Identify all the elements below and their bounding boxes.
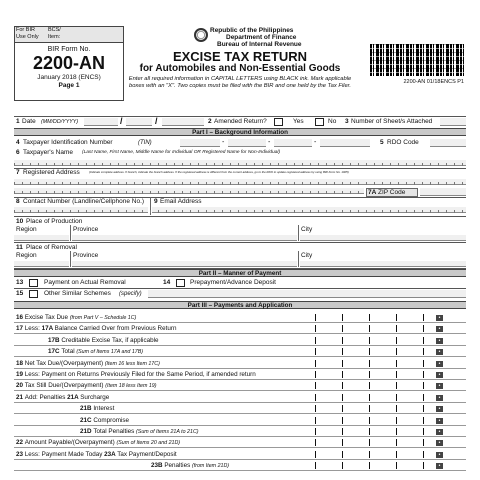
digit-separator: [396, 382, 397, 389]
digit-separator: [315, 405, 316, 412]
payment-row-label: [16, 372, 256, 378]
digit-separator: [369, 462, 370, 469]
payment-row-17c: [14, 346, 466, 357]
payment-actual-removal-label: Payment on Actual Removal: [44, 279, 126, 286]
rdo-label: RDO Code: [387, 139, 419, 146]
zip-field[interactable]: [420, 188, 466, 196]
payment-row-hint: (from Part V – Schedule 1C): [69, 315, 137, 321]
use-only-label: Use Only: [16, 34, 39, 40]
email-label: Email Address: [160, 198, 202, 205]
form-date: January 2018 (ENCS): [37, 74, 101, 81]
payment-row-number: 23B: [151, 462, 165, 469]
decimal-point-icon: •: [436, 452, 443, 458]
item-1-number: 1: [16, 118, 20, 125]
payment-row-21c: [14, 415, 466, 426]
payment-row-number: 16: [16, 314, 25, 321]
digit-separator: [396, 360, 397, 367]
payment-row-17: [14, 323, 466, 334]
digit-separator: [342, 348, 343, 355]
payment-row-17b: [14, 335, 466, 346]
digit-separator: [423, 325, 424, 332]
payment-row-text: Interest: [93, 405, 115, 412]
production-region-field[interactable]: [14, 235, 69, 241]
item-7-number: 7: [16, 169, 20, 176]
decimal-point-icon: •: [436, 463, 443, 469]
tin-label: Taxpayer Identification Number: [23, 139, 113, 146]
digit-separator: [396, 405, 397, 412]
prepayment-label: Prepayment/Advance Deposit: [190, 279, 276, 286]
payment-row-21: [14, 392, 466, 403]
payment-row-21d: [14, 426, 466, 437]
digit-separator: [342, 405, 343, 412]
decimal-point-icon: •: [436, 429, 443, 435]
digit-separator: [315, 337, 316, 344]
date-hint: (MM/DD/YYYY): [41, 119, 79, 125]
payment-row-text: Creditable Excise Tax, if applicable: [61, 337, 159, 344]
item-8-number: 8: [16, 198, 20, 205]
amended-no-label: No: [328, 118, 337, 125]
tin-field-4[interactable]: [320, 139, 370, 147]
part-2-title: Part II – Manner of Payment: [198, 270, 282, 277]
digit-separator: [369, 451, 370, 458]
payment-row-label: [48, 338, 159, 344]
amount-field-22[interactable]: [300, 438, 466, 447]
digit-separator: [369, 360, 370, 367]
digit-separator: [369, 325, 370, 332]
decimal-point-icon: •: [436, 326, 443, 332]
amount-field-17b[interactable]: [300, 336, 466, 345]
payment-row-text: Penalties: [164, 462, 192, 469]
decimal-point-icon: •: [436, 418, 443, 424]
date-label: Date: [22, 118, 36, 125]
amount-field-19[interactable]: [300, 370, 466, 379]
item-10-number: 10: [16, 218, 24, 225]
digit-separator: [369, 405, 370, 412]
amount-field-21c[interactable]: [300, 416, 466, 425]
date-separator-icon: /: [155, 116, 158, 126]
tin-field-1[interactable]: [180, 139, 220, 147]
digit-separator: [315, 371, 316, 378]
tin-hint: (TIN): [138, 140, 152, 146]
relief-section: [14, 248, 466, 268]
production-region-label: Region: [16, 226, 37, 233]
digit-separator: [369, 417, 370, 424]
item-7a-number: 7A: [368, 189, 377, 196]
bureau-label: Bureau of Internal Revenue: [217, 41, 302, 48]
date-separator-icon: /: [120, 116, 123, 126]
form-no-label: BIR Form No.: [47, 46, 91, 53]
payment-row-number: 21C: [80, 417, 94, 424]
digit-separator: [342, 314, 343, 321]
digit-separator: [396, 462, 397, 469]
decimal-point-icon: •: [436, 406, 443, 412]
payment-row-number: 19: [16, 371, 25, 378]
item-3-number: 3: [345, 118, 349, 125]
decimal-point-icon: •: [436, 383, 443, 389]
digit-separator: [369, 314, 370, 321]
payment-row-number: 21D: [80, 428, 94, 435]
payment-row-hint: (Sum of Items 17A and 17B): [76, 349, 144, 355]
tin-dash: -: [268, 139, 271, 146]
part-1-header: [14, 128, 466, 136]
digit-separator: [396, 337, 397, 344]
payment-row-label: [151, 463, 229, 469]
instructions-line-1: Enter all required information in CAPITAL LETTERS using BLACK ink. Mark applicable: [128, 76, 352, 82]
zip-label: ZIP Code: [378, 189, 406, 196]
other-schemes-hint: (specify): [119, 291, 142, 297]
taxpayer-name-hint: (Last Name, First Name, Middle Name for Individual OR Registered Name for Non-Individual): [82, 150, 281, 155]
payment-row-text: Less:: [24, 325, 42, 332]
part-3-title: Part III – Payments and Application: [187, 302, 293, 309]
payment-row-20: [14, 380, 466, 391]
payment-row-label: [16, 395, 109, 401]
digit-separator: [423, 439, 424, 446]
decimal-point-icon: •: [436, 315, 443, 321]
republic-label: Republic of the Philippines: [210, 27, 294, 34]
header-section: [14, 26, 466, 120]
digit-separator: [369, 348, 370, 355]
decimal-point-icon: •: [436, 440, 443, 446]
department-label: Department of Finance: [226, 34, 297, 41]
amount-field-17c[interactable]: [300, 347, 466, 356]
digit-separator: [396, 348, 397, 355]
amended-no-checkbox[interactable]: [315, 118, 324, 126]
date-day-field[interactable]: [126, 118, 152, 126]
payment-row-text: Total: [61, 348, 77, 355]
digit-separator: [315, 325, 316, 332]
digit-separator: [423, 382, 424, 389]
payment-row-text: Add: Penalties: [24, 394, 68, 401]
decimal-point-icon: •: [436, 338, 443, 344]
form-subtitle: for Automobiles and Non-Essential Goods: [139, 63, 341, 74]
payment-row-label: [16, 315, 136, 321]
amended-yes-label: Yes: [293, 118, 304, 125]
prepayment-checkbox[interactable]: [176, 279, 185, 287]
digit-separator: [342, 394, 343, 401]
digit-separator: [396, 325, 397, 332]
bcs-label: BCS/: [48, 27, 61, 33]
amended-label: Amended Return?: [214, 118, 267, 125]
payment-row-number: 23: [16, 451, 25, 458]
digit-separator: [423, 371, 424, 378]
payment-row-text: Amount Payable/(Overpayment): [24, 439, 117, 446]
production-city-label: City: [301, 226, 313, 233]
digit-separator: [315, 439, 316, 446]
production-province-field[interactable]: [72, 235, 297, 241]
digit-separator: [315, 462, 316, 469]
payment-row-number: 21B: [80, 405, 94, 412]
digit-separator: [315, 382, 316, 389]
payment-row-23b: [14, 460, 466, 471]
payment-row-21b: [14, 403, 466, 414]
digit-separator: [342, 417, 343, 424]
digit-separator: [315, 428, 316, 435]
item-14-number: 14: [163, 279, 171, 286]
item-9-number: 9: [154, 198, 158, 205]
digit-separator: [342, 382, 343, 389]
bir-seal-icon: [194, 28, 208, 42]
removal-region-label: Region: [16, 252, 37, 259]
part-2-header-bar: [14, 269, 466, 277]
tin-field-3[interactable]: [274, 139, 312, 147]
payment-subrow-text: Balance Carried Over from Previous Return: [54, 325, 177, 332]
production-city-field[interactable]: [300, 235, 466, 241]
payment-row-number: 17: [16, 325, 25, 332]
digit-separator: [396, 451, 397, 458]
form-title: EXCISE TAX RETURN: [172, 49, 308, 64]
digit-separator: [342, 451, 343, 458]
digit-separator: [342, 337, 343, 344]
decimal-point-icon: •: [436, 372, 443, 378]
digit-separator: [423, 360, 424, 367]
sheets-field[interactable]: [440, 118, 466, 126]
digit-separator: [423, 417, 424, 424]
payment-actual-removal-checkbox[interactable]: [29, 279, 38, 287]
amount-field-20[interactable]: [300, 381, 466, 390]
page-number: Page 1: [58, 82, 80, 89]
digit-separator: [342, 428, 343, 435]
payment-row-number: 18: [16, 360, 25, 367]
digit-separator: [423, 394, 424, 401]
digit-separator: [342, 325, 343, 332]
payment-row-23: [14, 449, 466, 460]
payment-row-text: Net Tax Due/(Overpayment): [24, 360, 105, 367]
payment-subrow-number: 17A: [41, 325, 55, 332]
amount-field-18[interactable]: [300, 359, 466, 368]
date-month-field[interactable]: [84, 118, 118, 126]
payment-row-hint: (Item 16 less Item 17C): [104, 361, 160, 367]
item-label: Item:: [48, 34, 61, 40]
production-province-label: Province: [73, 226, 99, 233]
removal-province-label: Province: [73, 252, 99, 259]
part-3-header: [14, 301, 466, 309]
for-bir-label: For BIR: [16, 27, 35, 33]
payment-row-number: 21: [16, 394, 25, 401]
payment-row-hint: (Item 18 less Item 19): [105, 383, 157, 389]
item-4-number: 4: [16, 139, 20, 146]
digit-separator: [423, 428, 424, 435]
removal-label: Place of Removal: [26, 244, 77, 251]
decimal-point-icon: •: [436, 349, 443, 355]
item-13-number: 13: [16, 279, 24, 286]
tin-field-2[interactable]: [228, 139, 266, 147]
payment-row-number: 22: [16, 439, 25, 446]
decimal-point-icon: •: [436, 361, 443, 367]
taxpayer-name-label: Taxpayer's Name: [23, 149, 74, 156]
payment-row-number: 17B: [48, 337, 62, 344]
digit-separator: [369, 337, 370, 344]
payment-row-19: [14, 369, 466, 380]
digit-separator: [423, 314, 424, 321]
payment-row-label: [48, 349, 143, 355]
decimal-point-icon: •: [436, 395, 443, 401]
amount-field-17[interactable]: [300, 324, 466, 333]
payment-row-label: [16, 326, 176, 332]
item-6-number: 6: [16, 149, 20, 156]
removal-city-label: City: [301, 252, 313, 259]
digit-separator: [396, 439, 397, 446]
payment-row-label: [80, 406, 114, 412]
rdo-field[interactable]: [430, 139, 466, 147]
digit-separator: [342, 462, 343, 469]
digit-separator: [423, 348, 424, 355]
digit-separator: [369, 428, 370, 435]
payment-subrow-text: Surcharge: [80, 394, 110, 401]
digit-separator: [423, 462, 424, 469]
digit-separator: [396, 371, 397, 378]
date-year-field[interactable]: [162, 118, 204, 126]
payment-row-label: [16, 383, 157, 389]
production-label: Place of Production: [26, 218, 83, 225]
contact-label: Contact Number (Landline/Cellphone No.): [23, 198, 145, 205]
form-code: 2200-AN: [32, 53, 106, 73]
amount-field-21[interactable]: [300, 393, 466, 402]
item-11-number: 11: [16, 244, 23, 251]
payment-subrow-number: 21A: [67, 394, 81, 401]
payment-row-text: Tax Still Due/(Overpayment): [24, 382, 106, 389]
part-1-title: Part I – Background Information: [192, 129, 288, 136]
digit-separator: [396, 417, 397, 424]
digit-separator: [315, 394, 316, 401]
tin-dash: -: [314, 139, 317, 146]
payment-row-number: 17C: [48, 348, 62, 355]
payment-row-16: [14, 312, 466, 323]
payment-row-text: Compromise: [93, 417, 130, 424]
amount-field-23[interactable]: [300, 450, 466, 459]
payment-row-number: 20: [16, 382, 25, 389]
barcode-noise: [370, 44, 464, 76]
digit-separator: [369, 371, 370, 378]
item-2-number: 2: [208, 118, 212, 125]
sheets-label: Number of Sheet/s Attached: [351, 118, 433, 125]
payment-row-text: Excise Tax Due: [24, 314, 70, 321]
digit-separator: [315, 360, 316, 367]
digit-separator: [396, 314, 397, 321]
other-schemes-label: Other Similar Schemes: [44, 290, 111, 297]
payment-row-label: [80, 429, 199, 435]
digit-separator: [423, 337, 424, 344]
amount-field-21b[interactable]: [300, 404, 466, 413]
digit-separator: [342, 371, 343, 378]
digit-separator: [396, 394, 397, 401]
address-label: Registered Address: [23, 169, 80, 176]
payment-subrow-number: 23A: [104, 451, 118, 458]
payment-row-hint: (from Item 21D): [191, 463, 230, 469]
instructions-line-2: boxes with an "X". Two copies must be filed with the BIR and one held by the Tax Filer.: [128, 83, 352, 89]
payment-row-text: Less: Payment on Returns Previously Filed for the Same Period, if amended return: [24, 371, 256, 378]
digit-separator: [315, 417, 316, 424]
payment-row-label: [80, 418, 129, 424]
other-schemes-checkbox[interactable]: [29, 290, 38, 298]
digit-separator: [342, 439, 343, 446]
payment-subrow-text: Tax Payment/Deposit: [117, 451, 177, 458]
digit-separator: [369, 439, 370, 446]
amount-field-21d[interactable]: [300, 427, 466, 436]
payment-row-18: [14, 358, 466, 369]
digit-separator: [423, 405, 424, 412]
amount-field-23b[interactable]: [300, 461, 466, 470]
digit-separator: [342, 360, 343, 367]
digit-separator: [369, 394, 370, 401]
amended-yes-checkbox[interactable]: [274, 118, 283, 126]
payment-row-hint: (Sum of Items 21A to 21C): [136, 429, 199, 435]
payment-row-label: [16, 361, 160, 367]
digit-separator: [315, 348, 316, 355]
digit-separator: [315, 314, 316, 321]
digit-separator: [315, 451, 316, 458]
other-schemes-field[interactable]: [148, 290, 466, 298]
payment-row-label: [16, 452, 177, 458]
item-15-number: 15: [16, 290, 24, 297]
digit-separator: [369, 382, 370, 389]
address-hint: (Indicate complete address. If branch, indicate the branch address. If the registered address is different from the current address, go to the RDO to update registered address by using BIR Form No. 1905): [89, 170, 349, 174]
tin-dash: -: [222, 139, 225, 146]
payment-row-hint: (Sum of Items 20 and 21D): [116, 440, 181, 446]
item-5-number: 5: [380, 139, 384, 146]
payment-row-22: [14, 437, 466, 448]
payment-row-text: Total Penalties: [93, 428, 137, 435]
payment-row-label: [16, 440, 180, 446]
digit-separator: [396, 428, 397, 435]
payment-row-text: Less: Payment Made Today: [24, 451, 105, 458]
amount-field-16[interactable]: [300, 313, 466, 322]
barcode-code: 2200-AN 01/18ENCS P1: [403, 79, 464, 85]
digit-separator: [423, 451, 424, 458]
